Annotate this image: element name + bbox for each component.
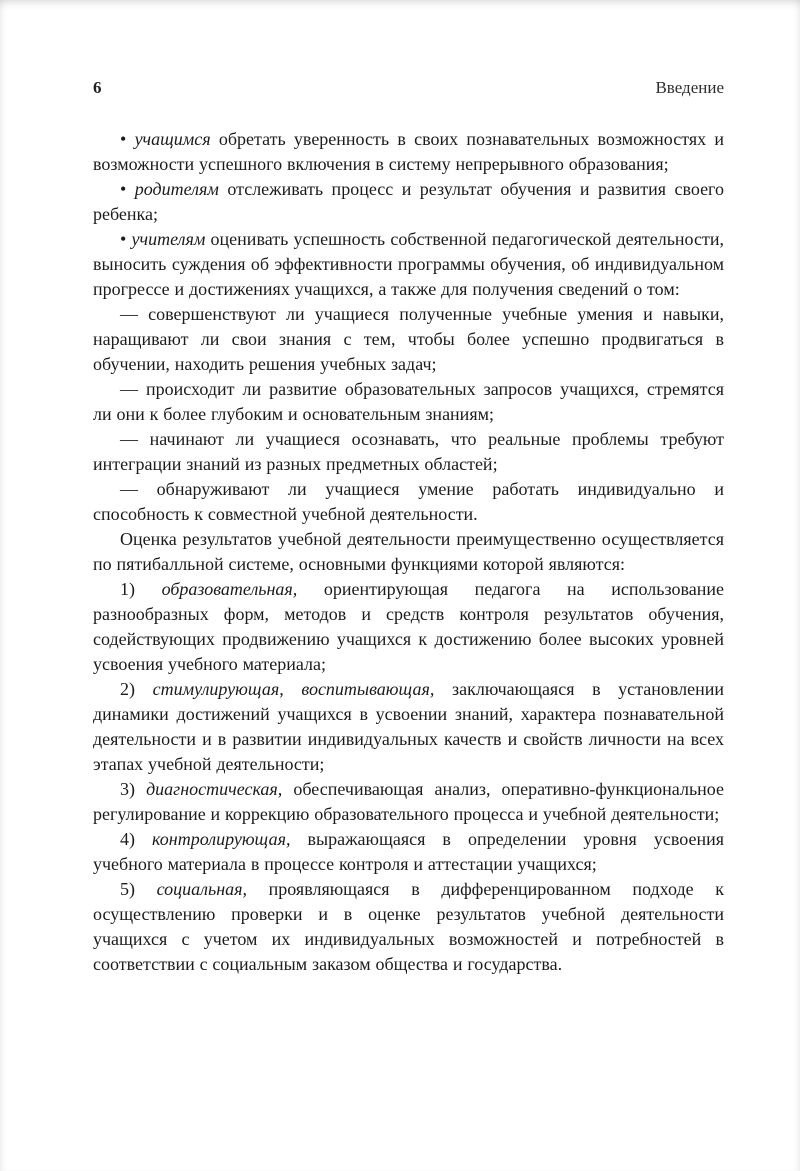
paragraph bbox=[93, 227, 724, 302]
text-segment: заключающаяся в установлении динамики достижений учащихся в усвоении знаний, характера познавательной деятельности и в развитии индивидуальных качеств и свойств личности на всех этапах учебной деятельности; bbox=[93, 679, 724, 774]
paragraph bbox=[93, 377, 724, 427]
text-segment: 2) bbox=[120, 679, 153, 699]
text-segment: — совершенствуют ли учащиеся полученные учебные умения и навыки, наращивают ли свои знания с тем, чтобы более успешно продвигаться в обучении, находить решения учебных задач; bbox=[93, 304, 724, 374]
text-segment: проявляющаяся в дифференцированном подходе к осуществлению проверки и в оценке результатов учебной деятельности учащихся с учетом их индивидуальных возможностей и потребностей в соответствии с социальным заказом общества и государства. bbox=[93, 879, 724, 974]
emphasis-text: учителям bbox=[131, 229, 206, 249]
text-segment: 5) bbox=[120, 879, 157, 899]
text-segment: обеспечивающая анализ, оперативно-функциональное регулирование и коррекцию образовательного процесса и учебной деятельности; bbox=[93, 779, 724, 824]
text-segment: — происходит ли развитие образовательных запросов учащихся, стремятся ли они к более глубоким и основательным знаниям; bbox=[93, 379, 724, 424]
page-header bbox=[0, 0, 800, 98]
paragraph bbox=[93, 527, 724, 577]
text-segment: • bbox=[120, 129, 135, 149]
text-segment: • bbox=[120, 179, 135, 199]
page-body bbox=[0, 98, 800, 977]
paragraph bbox=[93, 577, 724, 677]
text-segment: 1) bbox=[120, 579, 162, 599]
paragraph bbox=[93, 777, 724, 827]
text-segment: выражающаяся в определении уровня усвоения учебного материала в процессе контроля и аттестации учащихся; bbox=[93, 829, 724, 874]
text-segment: оценивать успешность собственной педагогической деятельности, выносить суждения об эффективности программы обучения, об индивидуальном прогрессе и достижениях учащихся, а также для получения сведений о том: bbox=[93, 229, 724, 299]
paragraph bbox=[93, 677, 724, 777]
emphasis-text: диагностическая, bbox=[146, 779, 283, 799]
text-segment: ориентирующая педагога на использование разнообразных форм, методов и средств контроля результатов обучения, содействующих продвижению учащихся к достижению более высоких уровней усвоения учебного материала; bbox=[93, 579, 724, 674]
text-segment: отслеживать процесс и результат обучения и развития своего ребенка; bbox=[93, 179, 724, 224]
text-segment: Оценка результатов учебной деятельности преимущественно осуществляется по пятибалльной системе, основными функциями которой являются: bbox=[93, 529, 724, 574]
text-segment: 3) bbox=[120, 779, 147, 799]
emphasis-text: социальная, bbox=[156, 879, 248, 899]
text-segment: — обнаруживают ли учащиеся умение работать индивидуально и способность к совместной учебной деятельности. bbox=[93, 479, 724, 524]
text-segment: обретать уверенность в своих познавательных возможностях и возможности успешного включения в систему непрерывного образования; bbox=[93, 129, 724, 174]
paragraph bbox=[93, 427, 724, 477]
paragraph bbox=[93, 877, 724, 977]
paragraph bbox=[93, 477, 724, 527]
emphasis-text: контролирующая, bbox=[152, 829, 291, 849]
paragraph bbox=[93, 827, 724, 877]
text-segment: 4) bbox=[120, 829, 153, 849]
paragraph bbox=[93, 302, 724, 377]
running-head: Введение bbox=[655, 78, 724, 97]
text-segment: — начинают ли учащиеся осознавать, что реальные проблемы требуют интеграции знаний из разных предметных областей; bbox=[93, 429, 724, 474]
page-number: 6 bbox=[93, 78, 102, 97]
paragraph bbox=[93, 127, 724, 177]
emphasis-text: образовательная, bbox=[161, 579, 298, 599]
text-segment: • bbox=[120, 229, 132, 249]
emphasis-text: родителям bbox=[134, 179, 219, 199]
emphasis-text: стимулирующая, воспитывающая, bbox=[152, 679, 435, 699]
paragraph bbox=[93, 177, 724, 227]
emphasis-text: учащимся bbox=[134, 129, 211, 149]
